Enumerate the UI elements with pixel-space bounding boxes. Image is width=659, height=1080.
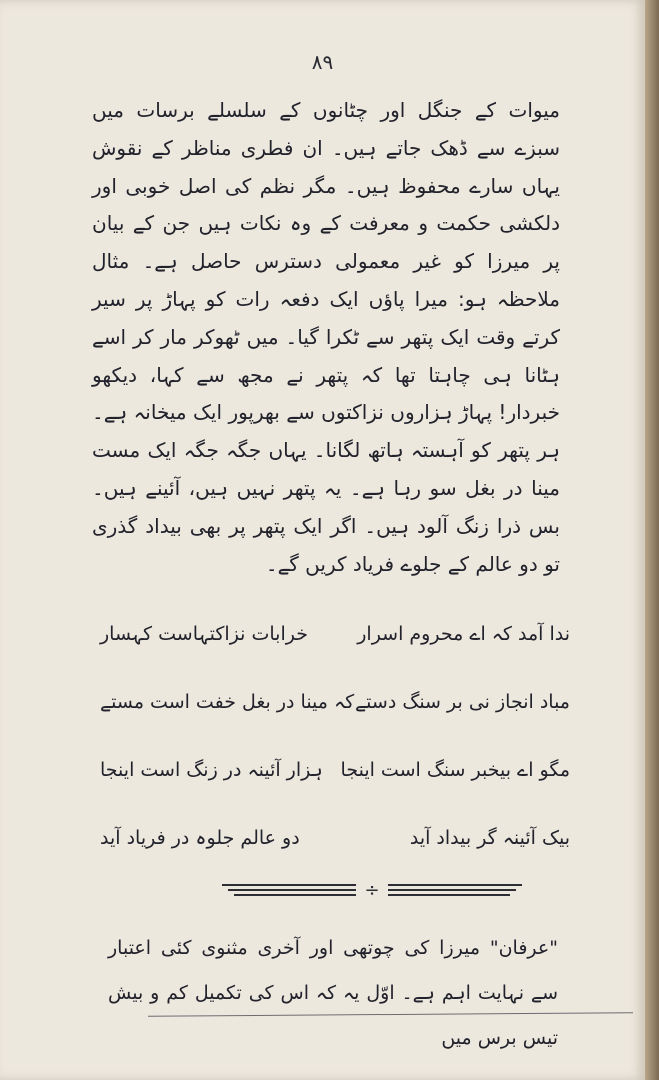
next-section-text: "عرفان" میرزا کی چوتھی اور آخری مثنوی کئی اعتبار سے نہایت اہم ہے۔ اوّل یہ کہ اس کی تکمیل کم و بیش تیس برس میں: [108, 937, 558, 1049]
divider-rule: [228, 889, 356, 891]
first-hemistich: مباد انجاز نی بر سنگ دستے: [355, 691, 570, 713]
couplet: [100, 668, 570, 736]
divider-rule: [388, 894, 510, 896]
divider-rule: [388, 884, 522, 886]
section-divider: [222, 882, 522, 902]
divider-rule: [222, 884, 356, 886]
couplet: [100, 804, 570, 872]
couplet: [100, 736, 570, 804]
body-paragraph: میوات کے جنگل اور چٹانوں کے سلسلے برسات میں سبزے سے ڈھک جاتے ہیں۔ ان فطری مناظر کے نقوش یہاں سارے محفوظ ہیں۔ مگر نظم کی اصل خوبی اور دلکشی حکمت و معرفت کے وہ نکات ہیں جن کے بیان پر میرزا کو غیر معمولی دسترس حاصل ہے۔ مثال ملاحظہ ہو: میرا پاؤں ایک دفعہ رات کو پہاڑ پر سیر کرتے وقت ایک پتھر سے ٹکرا گیا۔ میں ٹھوکر مار کر اسے ہٹانا ہی چاہتا تھا کہ پتھر نے مجھ سے کہا، دیکھو خبردار! پہاڑ ہزاروں نزاکتوں سے بھرپور ایک میخانہ ہے۔ ہر پتھر کو آہستہ ہاتھ لگانا۔ یہاں جگہ جگہ ایک مست مینا در بغل سو رہا ہے۔ یہ پتھر نہیں ہیں، آئینے ہیں۔ بس ذرا زنگ آلود ہیں۔ اگر ایک پتھر پر بھی بیداد گذری تو دو عالم کے جلوے فریاد کریں گے۔: [92, 98, 560, 576]
first-hemistich: بیک آئینہ گر بیداد آید: [409, 827, 570, 849]
second-hemistich: ہزار آئینہ در زنگ است اینجا: [100, 759, 323, 781]
second-hemistich: خرابات نزاکتہاست کہسار: [100, 623, 308, 645]
second-hemistich: دو عالم جلوہ در فریاد آید: [100, 827, 300, 849]
page-edge: [645, 0, 659, 1080]
second-hemistich: کہ مینا در بغل خفت است مستے: [100, 691, 355, 713]
first-hemistich: مگو اے بیخبر سنگ است اینجا: [340, 759, 570, 781]
divider-ornament: ÷: [364, 880, 380, 901]
page-number: ۸۹: [311, 50, 334, 74]
first-hemistich: ندا آمد کہ اے محروم اسرار: [357, 623, 570, 645]
divider-rule: [388, 889, 516, 891]
divider-rule: [234, 894, 356, 896]
couplet: [100, 600, 570, 668]
persian-verses: [100, 600, 570, 872]
